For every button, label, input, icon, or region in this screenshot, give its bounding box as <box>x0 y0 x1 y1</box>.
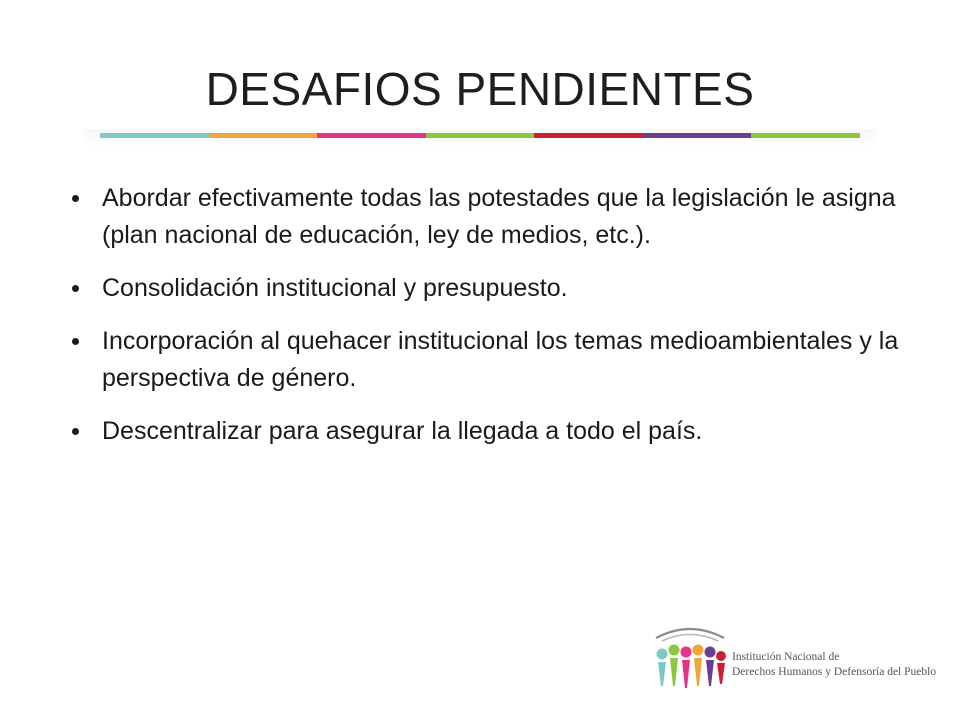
bullet-dot-icon <box>72 195 79 202</box>
logo-line-2: Derechos Humanos y Defensoría del Pueblo <box>732 666 937 678</box>
divider-segment <box>751 133 860 138</box>
bullet-item <box>72 323 912 397</box>
figure-5 <box>705 647 716 687</box>
figure-1 <box>657 649 668 687</box>
bullet-text: Consolidación institucional y presupuesto. <box>102 274 568 302</box>
bullet-dot-icon <box>72 338 79 345</box>
color-divider <box>100 133 860 138</box>
divider-segment <box>534 133 643 138</box>
figure-6 <box>716 651 726 684</box>
divider-segment <box>426 133 535 138</box>
bullet-text: Abordar efectivamente todas las potestades que la legislación le asigna (plan nacional de educación, ley de medios, etc.). <box>102 184 896 249</box>
figure-4 <box>693 645 704 687</box>
divider-segment <box>643 133 752 138</box>
logo-line-1: Institución Nacional de <box>732 651 840 663</box>
figure-3 <box>681 647 692 689</box>
logo-text <box>732 650 936 680</box>
divider-segment <box>209 133 318 138</box>
bullet-text: Incorporación al quehacer institucional los temas medioambientales y la perspectiva de género. <box>102 327 899 392</box>
divider-shadow <box>84 129 876 147</box>
slide-title: DESAFIOS PENDIENTES <box>205 63 755 115</box>
divider-segment <box>100 133 209 138</box>
divider-segment <box>317 133 426 138</box>
bullet-item <box>72 270 912 307</box>
bullet-dot-icon <box>72 285 79 292</box>
people-figures-icon <box>650 622 730 692</box>
bullet-text: Descentralizar para asegurar la llegada a todo el país. <box>102 417 703 445</box>
bullet-dot-icon <box>72 428 79 435</box>
bullet-item <box>72 413 912 450</box>
figure-2 <box>669 645 680 687</box>
institution-logo <box>650 622 940 692</box>
bullet-item <box>72 180 912 254</box>
bullet-list <box>72 180 912 466</box>
